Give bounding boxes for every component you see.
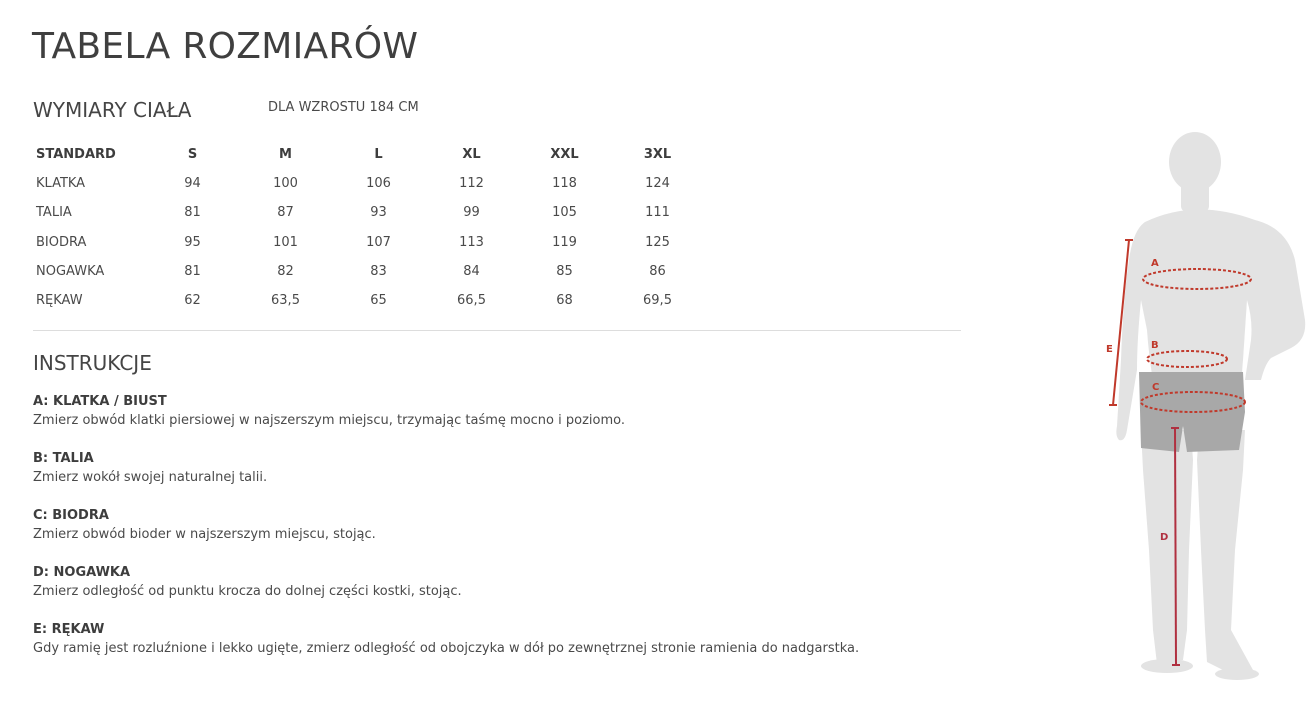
instruction-title: B: TALIA bbox=[33, 451, 94, 466]
size-table bbox=[33, 140, 704, 315]
header-standard: STANDARD bbox=[36, 147, 116, 163]
row-label: RĘKAW bbox=[36, 293, 83, 309]
table-row bbox=[33, 257, 704, 286]
label-d: D bbox=[1160, 532, 1169, 543]
table-cell: 105 bbox=[552, 205, 577, 221]
table-cell: 65 bbox=[370, 293, 387, 309]
table-cell: 113 bbox=[459, 234, 484, 250]
instruction-title: A: KLATKA / BIUST bbox=[33, 394, 167, 409]
row-label: NOGAWKA bbox=[36, 263, 105, 279]
table-cell: 81 bbox=[184, 205, 201, 221]
table-cell: 68 bbox=[556, 293, 573, 309]
instruction-title: C: BIODRA bbox=[33, 508, 109, 523]
instruction-item-hips bbox=[33, 508, 933, 542]
instruction-text: Gdy ramię jest rozluźnione i lekko ugięte, zmierz odległość od obojczyka w dół po zewnętrznej stronie ramienia do nadgarstka. bbox=[33, 641, 860, 656]
height-note: DLA WZROSTU 184 CM bbox=[268, 100, 419, 115]
table-row bbox=[33, 228, 704, 257]
table-cell: 82 bbox=[277, 263, 294, 279]
table-row bbox=[33, 286, 704, 315]
instruction-title: D: NOGAWKA bbox=[33, 565, 131, 580]
table-cell: 84 bbox=[463, 263, 480, 279]
table-cell: 100 bbox=[273, 176, 298, 192]
table-row bbox=[33, 198, 704, 227]
table-cell: 112 bbox=[459, 176, 484, 192]
table-cell: 87 bbox=[277, 205, 294, 221]
table-cell: 81 bbox=[184, 263, 201, 279]
size-table-header-row bbox=[33, 140, 704, 169]
label-a: A bbox=[1151, 258, 1159, 269]
instruction-item-inseam bbox=[33, 565, 933, 599]
table-cell: 69,5 bbox=[643, 293, 672, 309]
instruction-item-sleeve bbox=[33, 622, 933, 656]
table-cell: 85 bbox=[556, 263, 573, 279]
instruction-title: E: RĘKAW bbox=[33, 622, 105, 637]
row-label: KLATKA bbox=[36, 176, 86, 192]
table-cell: 107 bbox=[366, 234, 391, 250]
label-e: E bbox=[1106, 344, 1113, 355]
table-cell: 63,5 bbox=[271, 293, 300, 309]
table-cell: 99 bbox=[463, 205, 480, 221]
table-cell: 101 bbox=[273, 234, 298, 250]
header-size-xl: XL bbox=[462, 147, 481, 163]
table-cell: 124 bbox=[645, 176, 670, 192]
table-cell: 119 bbox=[552, 234, 577, 250]
table-cell: 106 bbox=[366, 176, 391, 192]
row-label: BIODRA bbox=[36, 234, 87, 250]
page-title: TABELA ROZMIARÓW bbox=[32, 26, 419, 67]
table-cell: 95 bbox=[184, 234, 201, 250]
table-cell: 125 bbox=[645, 234, 670, 250]
table-cell: 86 bbox=[649, 263, 666, 279]
header-size-m: M bbox=[279, 147, 292, 163]
instruction-text: Zmierz obwód klatki piersiowej w najszerszym miejscu, trzymając taśmę mocno i poziomo. bbox=[33, 413, 625, 428]
table-cell: 118 bbox=[552, 176, 577, 192]
instructions-heading: INSTRUKCJE bbox=[33, 351, 152, 375]
table-row bbox=[33, 169, 704, 198]
table-cell: 93 bbox=[370, 205, 387, 221]
section-divider bbox=[33, 330, 961, 331]
table-cell: 83 bbox=[370, 263, 387, 279]
instruction-item-waist bbox=[33, 451, 933, 485]
instruction-text: Zmierz obwód bioder w najszerszym miejscu, stojąc. bbox=[33, 527, 376, 542]
header-size-xxl: XXL bbox=[550, 147, 579, 163]
header-size-l: L bbox=[374, 147, 383, 163]
instruction-item-chest bbox=[33, 394, 933, 428]
instruction-text: Zmierz wokół swojej naturalnej talii. bbox=[33, 470, 268, 485]
row-label: TALIA bbox=[36, 205, 72, 221]
table-cell: 94 bbox=[184, 176, 201, 192]
header-size-s: S bbox=[187, 147, 198, 163]
table-cell: 62 bbox=[184, 293, 201, 309]
instruction-text: Zmierz odległość od punktu krocza do dolnej części kostki, stojąc. bbox=[33, 584, 462, 599]
body-measurements-heading: WYMIARY CIAŁA bbox=[33, 98, 192, 122]
label-c: C bbox=[1152, 382, 1160, 393]
header-size-3xl: 3XL bbox=[643, 147, 672, 163]
table-cell: 111 bbox=[645, 205, 670, 221]
table-cell: 66,5 bbox=[457, 293, 486, 309]
label-b: B bbox=[1151, 340, 1159, 351]
body-measurement-figure bbox=[1095, 130, 1310, 690]
